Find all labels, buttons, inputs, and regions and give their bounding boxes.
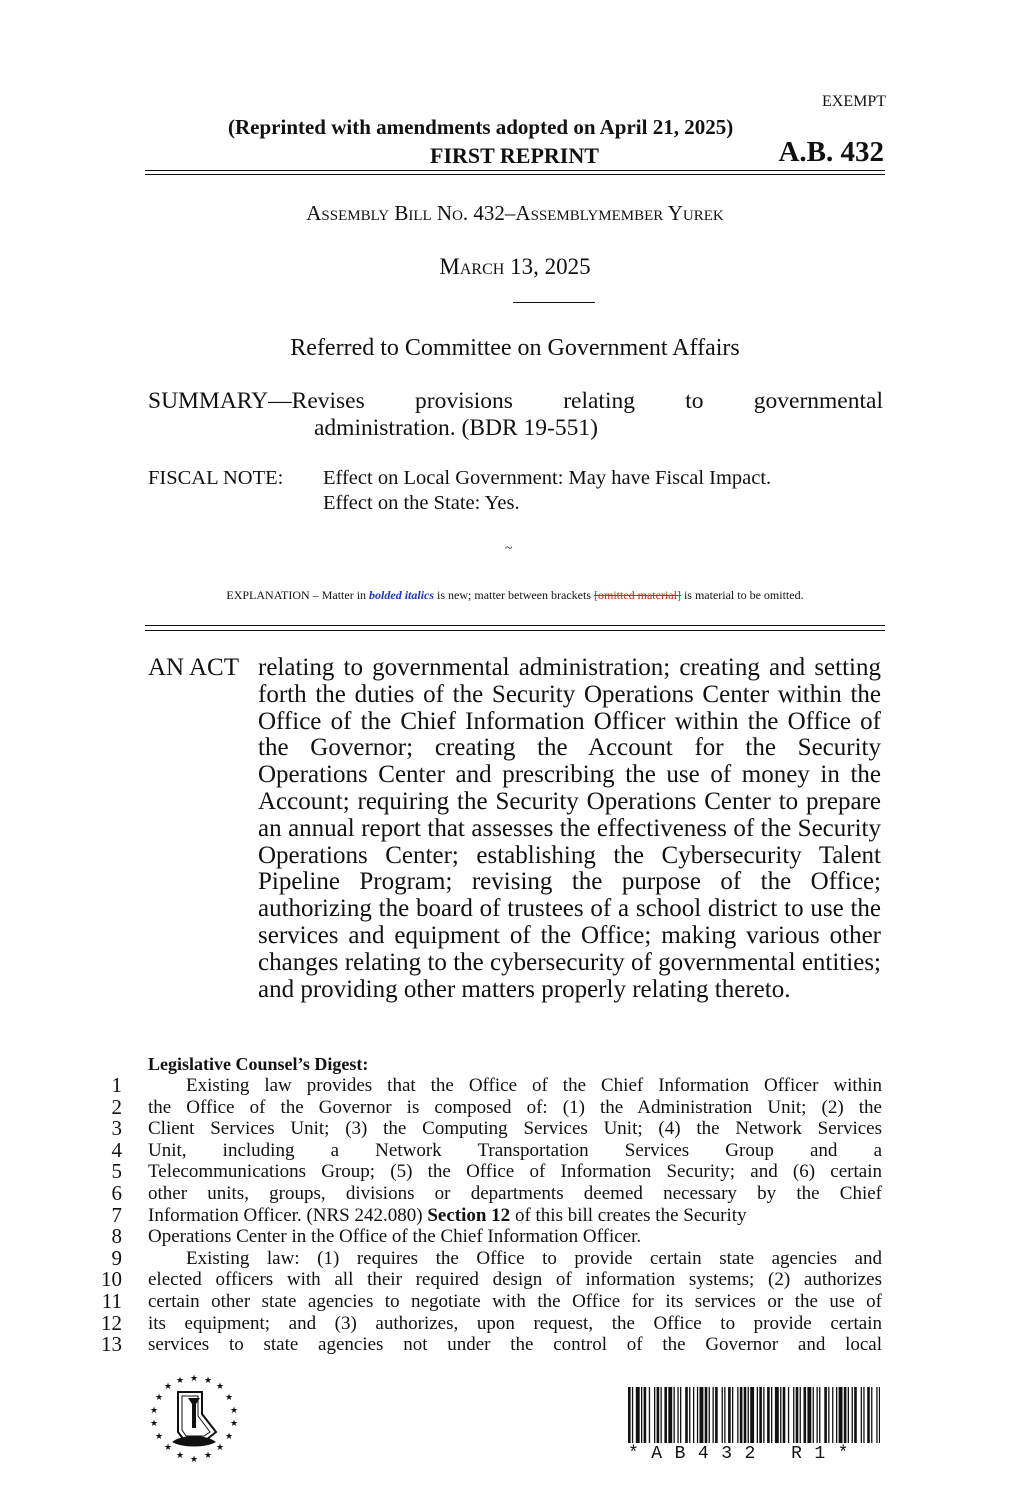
- barcode-bar: [705, 1387, 708, 1443]
- barcode-bar: [788, 1387, 789, 1443]
- barcode-bar: [836, 1387, 837, 1443]
- barcode-bar: [759, 1387, 762, 1443]
- barcode-bar: [685, 1387, 688, 1443]
- barcode-bar: [664, 1387, 667, 1443]
- barcode-bar: [628, 1387, 631, 1443]
- barcode: [628, 1387, 880, 1443]
- barcode-bar: [657, 1387, 660, 1443]
- explanation-middle: is new; matter between brackets: [434, 588, 594, 602]
- summary-word: provisions: [415, 388, 513, 414]
- fiscal-note-label: FISCAL NOTE:: [148, 467, 284, 489]
- barcode-bar: [632, 1387, 633, 1443]
- summary-line-2: administration. (BDR 19-551): [314, 415, 598, 441]
- line-number: 13: [101, 1332, 122, 1357]
- barcode-bar: [793, 1387, 794, 1443]
- section-reference: Section 12: [427, 1204, 511, 1226]
- barcode-bar: [644, 1387, 647, 1443]
- barcode-bar: [674, 1387, 675, 1443]
- barcode-bar: [744, 1387, 747, 1443]
- digest-line: [96, 1269, 886, 1291]
- line-number: 7: [111, 1202, 122, 1227]
- digest-line: [96, 1161, 886, 1183]
- barcode-bar: [767, 1387, 770, 1443]
- svg-text:★: ★: [149, 1419, 159, 1429]
- barcode-bar: [844, 1387, 847, 1443]
- digest-line-text: other units, groups, divisions or departments deemed necessary by the Chief: [148, 1182, 882, 1204]
- barcode-bar: [867, 1387, 870, 1443]
- barcode-bar: [715, 1387, 718, 1443]
- exempt-label: EXEMPT: [822, 93, 886, 110]
- barcode-bar: [677, 1387, 678, 1443]
- line-number: 1: [111, 1073, 122, 1097]
- barcode-bar: [732, 1387, 733, 1443]
- act-heading: AN ACT: [148, 654, 239, 681]
- line-number: 9: [111, 1245, 122, 1270]
- digest-line: [96, 1137, 886, 1162]
- barcode-bar: [780, 1387, 781, 1443]
- barcode-bar: [848, 1387, 849, 1443]
- line-number: 4: [111, 1137, 122, 1162]
- barcode-bar: [750, 1387, 754, 1443]
- bill-id: A.B. 432: [778, 136, 884, 168]
- svg-text:★: ★: [215, 1443, 225, 1453]
- digest-line-text: Unit, including a Network Transportation Services Group and a: [148, 1139, 882, 1161]
- summary-word: relating: [563, 388, 635, 414]
- line-number: 5: [111, 1159, 122, 1184]
- barcode-bar: [649, 1387, 650, 1443]
- bill-date: March 13, 2025: [439, 254, 591, 279]
- act-title: [148, 655, 883, 1003]
- digest-text-part: of this bill creates the Security: [510, 1204, 747, 1226]
- digest-line: [96, 1180, 886, 1205]
- svg-text:★: ★: [203, 1451, 213, 1461]
- barcode-text: *AB432 R1*: [628, 1444, 862, 1464]
- svg-text:★: ★: [229, 1419, 239, 1429]
- digest-line-text: Operations Center in the Office of the Chief Information Officer.: [148, 1226, 642, 1248]
- svg-text:★: ★: [203, 1376, 213, 1386]
- barcode-bar: [709, 1387, 710, 1443]
- barcode-bar: [813, 1387, 814, 1443]
- digest-line: [96, 1310, 886, 1335]
- barcode-bar: [824, 1387, 827, 1443]
- digest-line-text: certain other state agencies to negotiate with the Office for its services or the use of: [148, 1290, 882, 1312]
- reprint-note: (Reprinted with amendments adopted on April 21, 2025): [228, 115, 734, 139]
- barcode-bar: [828, 1387, 829, 1443]
- line-number: 12: [101, 1310, 122, 1335]
- line-number: 10: [101, 1267, 122, 1292]
- digest-line-text: Existing law provides that the Office of the Chief Information Officer within: [186, 1075, 882, 1096]
- bill-title: Assembly Bill No. 432–Assemblymember Yurek: [306, 201, 724, 225]
- barcode-bar: [839, 1387, 843, 1443]
- summary-word: SUMMARY—Revises: [148, 388, 365, 414]
- explanation-rule-bottom: [145, 630, 885, 631]
- act-text: relating to governmental administration; creating and setting forth the duties of the Security Operations Center within the Office of the Chief Information Officer within the Office of the Governor; creating the Account for the Security Operations Center and prescribing the use of money in the Account; requiring the Security Operations Center to prepare an annual report that assesses the effectiveness of the Security Operations Center; establishing the Cybersecurity Talent Pipeline Program; revising the purpose of the Office; authorizing the board of trustees of a school district to use the services and equipment of the Office; making various other changes relating to the cybersecurity of governmental entities; and providing other matters properly relating thereto.: [258, 654, 881, 1003]
- referred-line: Referred to Committee on Government Affairs: [290, 335, 740, 361]
- barcode-bar: [852, 1387, 853, 1443]
- barcode-bar: [641, 1387, 642, 1443]
- barcode-bar: [724, 1387, 725, 1443]
- summary: [148, 388, 883, 442]
- summary-word: to: [685, 388, 704, 414]
- barcode-bar: [713, 1387, 714, 1443]
- explanation-line: [145, 588, 885, 603]
- svg-text:★: ★: [224, 1393, 234, 1403]
- barcode-bar: [879, 1387, 880, 1443]
- barcode-bar: [654, 1387, 655, 1443]
- svg-text:★: ★: [175, 1376, 185, 1386]
- barcode-bar: [680, 1387, 681, 1443]
- barcode-bar: [783, 1387, 786, 1443]
- digest-body: [96, 1075, 886, 1356]
- digest-text-part: Information Officer. (NRS 242.080): [148, 1204, 428, 1226]
- digest-line: [96, 1226, 886, 1248]
- digest-line: [96, 1202, 886, 1227]
- barcode-bar: [819, 1387, 820, 1443]
- svg-text:★: ★: [149, 1406, 159, 1416]
- svg-text:★: ★: [189, 1374, 199, 1384]
- barcode-bar: [763, 1387, 764, 1443]
- digest-heading: Legislative Counsel’s Digest:: [148, 1054, 369, 1074]
- svg-text:★: ★: [224, 1432, 234, 1442]
- barcode-bar: [748, 1387, 749, 1443]
- first-reprint-label: FIRST REPRINT: [430, 143, 599, 168]
- line-number: 11: [101, 1288, 122, 1313]
- svg-text:★: ★: [215, 1382, 225, 1392]
- explanation-rule-top: [145, 625, 885, 626]
- explanation-omitted-sample: [omitted material]: [593, 588, 681, 602]
- barcode-bar: [800, 1387, 801, 1443]
- digest-line: [96, 1334, 886, 1356]
- nevada-seal-icon: [148, 1372, 240, 1464]
- explanation-prefix: EXPLANATION – Matter in: [226, 588, 370, 602]
- barcode-bar: [854, 1387, 857, 1443]
- barcode-bar: [804, 1387, 807, 1443]
- barcode-bar: [832, 1387, 833, 1443]
- barcode-bar: [817, 1387, 818, 1443]
- svg-text:★: ★: [229, 1406, 239, 1416]
- svg-text:★: ★: [154, 1432, 164, 1442]
- svg-text:★: ★: [154, 1393, 164, 1403]
- barcode-bar: [689, 1387, 690, 1443]
- header-rule-top: [145, 170, 885, 171]
- barcode-bar: [863, 1387, 864, 1443]
- explanation-new-sample: bolded italics: [369, 588, 435, 602]
- summary-line-1: [148, 388, 883, 415]
- line-number: 2: [111, 1094, 122, 1119]
- barcode-bar: [722, 1387, 723, 1443]
- barcode-bar: [693, 1387, 694, 1443]
- barcode-bar: [771, 1387, 772, 1443]
- line-number: 8: [111, 1224, 122, 1249]
- title-divider: [513, 302, 595, 303]
- barcode-bar: [796, 1387, 799, 1443]
- barcode-bar: [871, 1387, 872, 1443]
- line-number: 6: [111, 1180, 122, 1205]
- fiscal-note: [148, 466, 771, 516]
- barcode-bar: [728, 1387, 731, 1443]
- tilde-mark: ~: [505, 541, 513, 556]
- digest-line: [96, 1288, 886, 1313]
- digest-line: [96, 1094, 886, 1119]
- svg-text:★: ★: [163, 1382, 173, 1392]
- line-number: 3: [111, 1116, 122, 1141]
- explanation-suffix: is material to be omitted.: [680, 588, 804, 602]
- barcode-bar: [737, 1387, 738, 1443]
- barcode-bar: [636, 1387, 640, 1443]
- digest-line-text: Existing law: (1) requires the Office to provide certain state agencies and: [186, 1247, 882, 1269]
- barcode-bar: [740, 1387, 743, 1443]
- fiscal-state: Effect on the State: Yes.: [323, 492, 520, 514]
- barcode-bar: [876, 1387, 877, 1443]
- digest-line-text: [148, 1205, 882, 1227]
- barcode-bar: [757, 1387, 758, 1443]
- digest-line-text: elected officers with all their required design of information systems; (2) authorizes: [148, 1269, 882, 1291]
- header-rule-bottom: [145, 174, 885, 175]
- digest-line: [96, 1118, 886, 1140]
- barcode-bar: [861, 1387, 862, 1443]
- svg-text:★: ★: [163, 1443, 173, 1453]
- fiscal-local: Effect on Local Government: May have Fiscal Impact.: [323, 467, 772, 489]
- digest-line: [96, 1075, 886, 1097]
- barcode-bar: [668, 1387, 672, 1443]
- digest-line-text: the Office of the Governor is composed of: (1) the Administration Unit; (2) the: [148, 1096, 882, 1118]
- digest-line-text: its equipment; and (3) authorizes, upon request, the Office to provide certain: [148, 1312, 882, 1334]
- barcode-bar: [700, 1387, 704, 1443]
- barcode-bar: [775, 1387, 779, 1443]
- barcode-bar: [697, 1387, 698, 1443]
- digest-line-text: Telecommunications Group; (5) the Office of Information Security; and (6) certain: [148, 1161, 882, 1183]
- barcode-bar: [661, 1387, 662, 1443]
- svg-text:★: ★: [189, 1455, 199, 1464]
- digest-line: [96, 1245, 886, 1270]
- barcode-bar: [807, 1387, 811, 1443]
- digest-line-text: Client Services Unit; (3) the Computing Services Unit; (4) the Network Services: [148, 1118, 882, 1140]
- digest-line-text: services to state agencies not under the control of the Governor and local: [148, 1334, 882, 1356]
- svg-text:★: ★: [175, 1451, 185, 1461]
- summary-word: governmental: [753, 388, 883, 414]
